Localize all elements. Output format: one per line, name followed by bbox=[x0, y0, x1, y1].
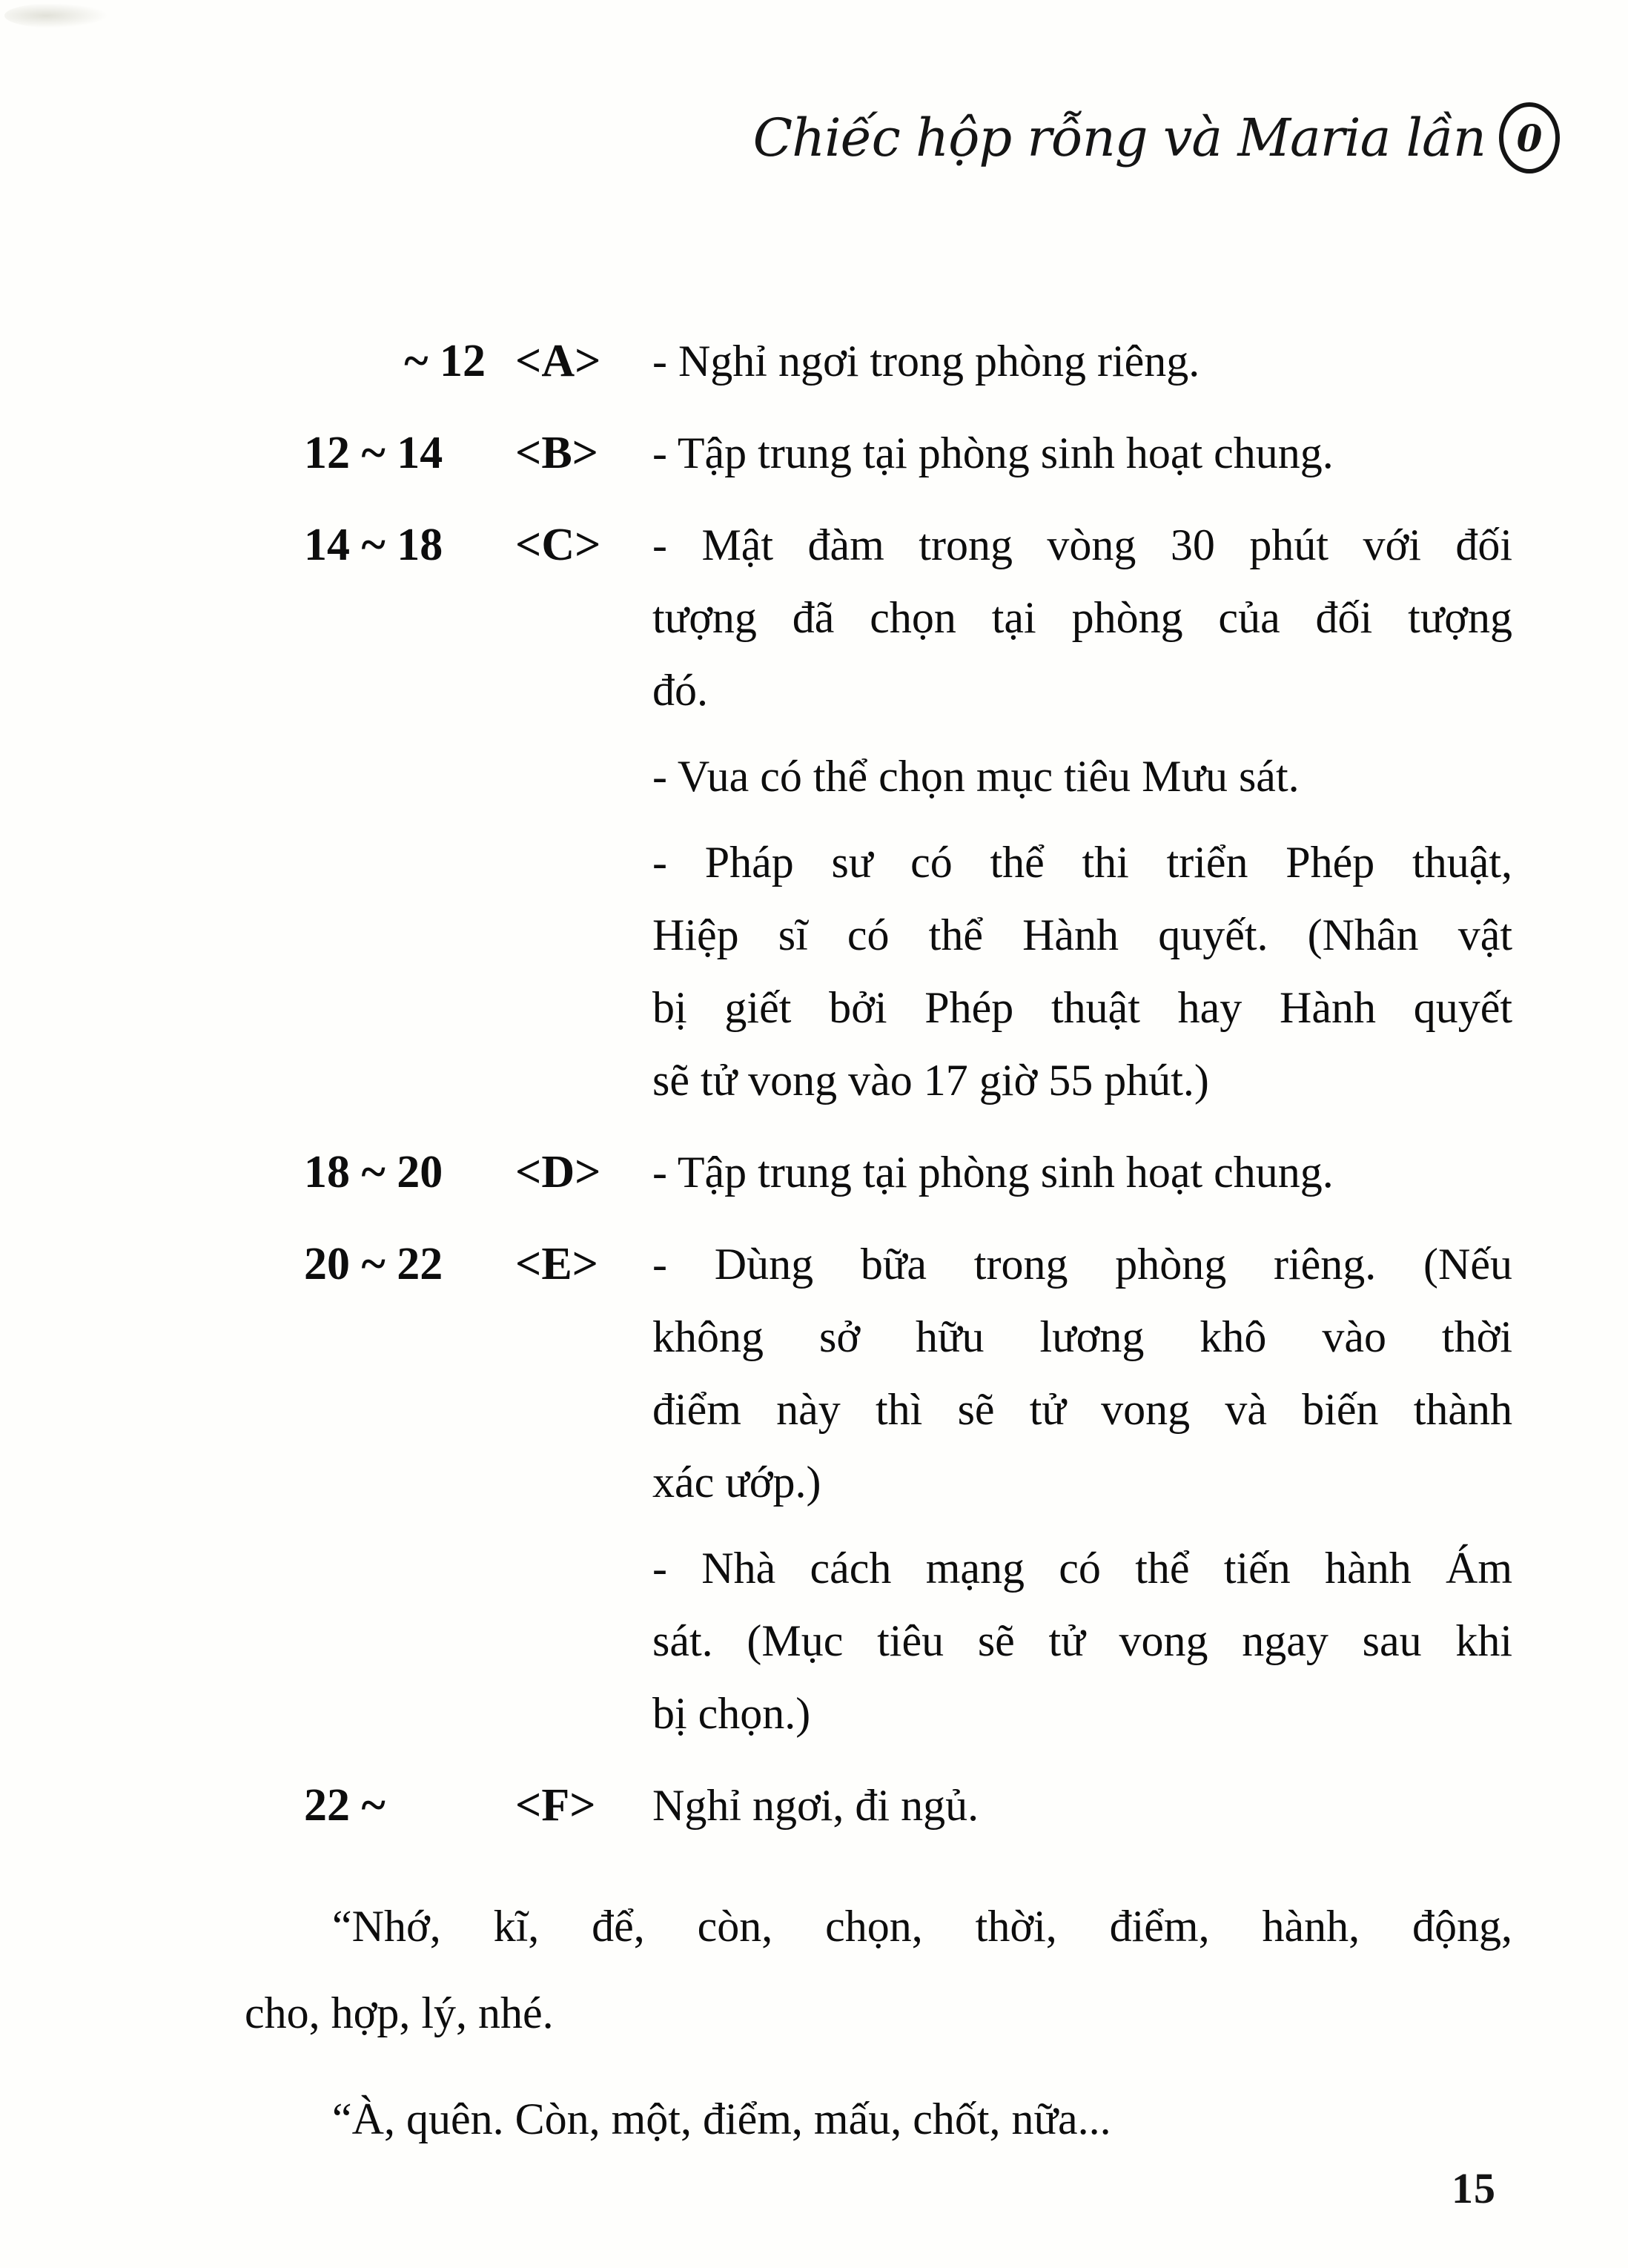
description-item bbox=[652, 509, 1512, 727]
description-item bbox=[652, 740, 1512, 813]
slot-description bbox=[652, 1136, 1512, 1209]
time-range: 14 ~ 18 bbox=[304, 520, 443, 570]
description-item bbox=[652, 1769, 1512, 1842]
schedule-line: Hiệp sĩ có thể Hành quyết. (Nhân vật bbox=[652, 910, 1512, 959]
paragraph-line: cho, hợp, lý, nhé. bbox=[245, 1988, 554, 2037]
schedule-line: - Nhà cách mạng có thể tiến hành Ám bbox=[652, 1544, 1512, 1593]
schedule-line: - Dùng bữa trong phòng riêng. (Nếu bbox=[652, 1240, 1512, 1289]
slot-code: <F> bbox=[515, 1780, 596, 1831]
slot-description bbox=[652, 1228, 1512, 1750]
schedule-line: - Tập trung tại phòng sinh hoạt chung. bbox=[652, 1148, 1334, 1197]
description-item bbox=[652, 1136, 1512, 1209]
running-header bbox=[753, 102, 1560, 173]
schedule-line: điểm này thì sẽ tử vong và biến thành bbox=[652, 1385, 1512, 1434]
slot-code: <C> bbox=[515, 520, 601, 570]
schedule-line: - Pháp sư có thể thi triển Phép thuật, bbox=[652, 838, 1512, 887]
schedule-line: tượng đã chọn tại phòng của đối tượng bbox=[652, 593, 1512, 642]
schedule-entry bbox=[304, 1228, 1512, 1750]
volume-zero-badge bbox=[1499, 102, 1560, 173]
schedule-entry bbox=[304, 325, 1512, 397]
schedule-line: - Tập trung tại phòng sinh hoạt chung. bbox=[652, 429, 1334, 477]
description-item bbox=[652, 325, 1512, 397]
paragraph bbox=[245, 2076, 1512, 2163]
schedule-entry bbox=[304, 1769, 1512, 1842]
slot-description bbox=[652, 509, 1512, 1117]
schedule-entry bbox=[304, 1136, 1512, 1209]
slot-description bbox=[652, 325, 1512, 397]
time-range: ~ 12 bbox=[404, 336, 486, 386]
page-number: 15 bbox=[1452, 2164, 1496, 2212]
paragraph bbox=[245, 1883, 1512, 2057]
slot-description bbox=[652, 417, 1512, 489]
description-item bbox=[652, 417, 1512, 489]
schedule-entry bbox=[304, 509, 1512, 1117]
paragraph-line: “À, quên. Còn, một, điểm, mấu, chốt, nữa... bbox=[332, 2095, 1111, 2143]
description-item bbox=[652, 1532, 1512, 1750]
time-range: 20 ~ 22 bbox=[304, 1239, 443, 1289]
schedule-line: Nghỉ ngơi, đi ngủ. bbox=[652, 1781, 979, 1830]
schedule-line: - Vua có thể chọn mục tiêu Mưu sát. bbox=[652, 752, 1300, 801]
description-item bbox=[652, 826, 1512, 1117]
schedule-line: đó. bbox=[652, 666, 708, 715]
time-range: 22 ~ bbox=[304, 1780, 386, 1831]
time-range: 12 ~ 14 bbox=[304, 428, 443, 478]
schedule-line: xác ướp.) bbox=[652, 1458, 821, 1507]
slot-code: <E> bbox=[515, 1239, 599, 1289]
schedule-line: bị giết bởi Phép thuật hay Hành quyết bbox=[652, 983, 1512, 1032]
schedule-line: - Nghỉ ngơi trong phòng riêng. bbox=[652, 337, 1200, 386]
schedule-list bbox=[304, 325, 1512, 1861]
paragraph-line: “Nhớ, kĩ, để, còn, chọn, thời, điểm, hành, động, bbox=[332, 1902, 1512, 1951]
schedule-entry bbox=[304, 417, 1512, 489]
time-range: 18 ~ 20 bbox=[304, 1147, 443, 1197]
schedule-line: sẽ tử vong vào 17 giờ 55 phút.) bbox=[652, 1056, 1209, 1105]
schedule-line: sát. (Mục tiêu sẽ tử vong ngay sau khi bbox=[652, 1616, 1512, 1665]
book-title: Chiếc hộp rỗng và Maria lần bbox=[752, 108, 1486, 168]
slot-code: <A> bbox=[515, 336, 601, 386]
scan-smudge-artifact bbox=[4, 3, 108, 28]
slot-code: <D> bbox=[515, 1147, 601, 1197]
schedule-line: không sở hữu lương khô vào thời bbox=[652, 1312, 1512, 1361]
schedule-line: - Mật đàm trong vòng 30 phút với đối bbox=[652, 520, 1512, 569]
volume-number: 0 bbox=[1516, 116, 1543, 160]
schedule-line: bị chọn.) bbox=[652, 1689, 811, 1738]
slot-description bbox=[652, 1769, 1512, 1842]
description-item bbox=[652, 1228, 1512, 1518]
dialogue-paragraphs bbox=[245, 1883, 1512, 2182]
slot-code: <B> bbox=[515, 428, 599, 478]
